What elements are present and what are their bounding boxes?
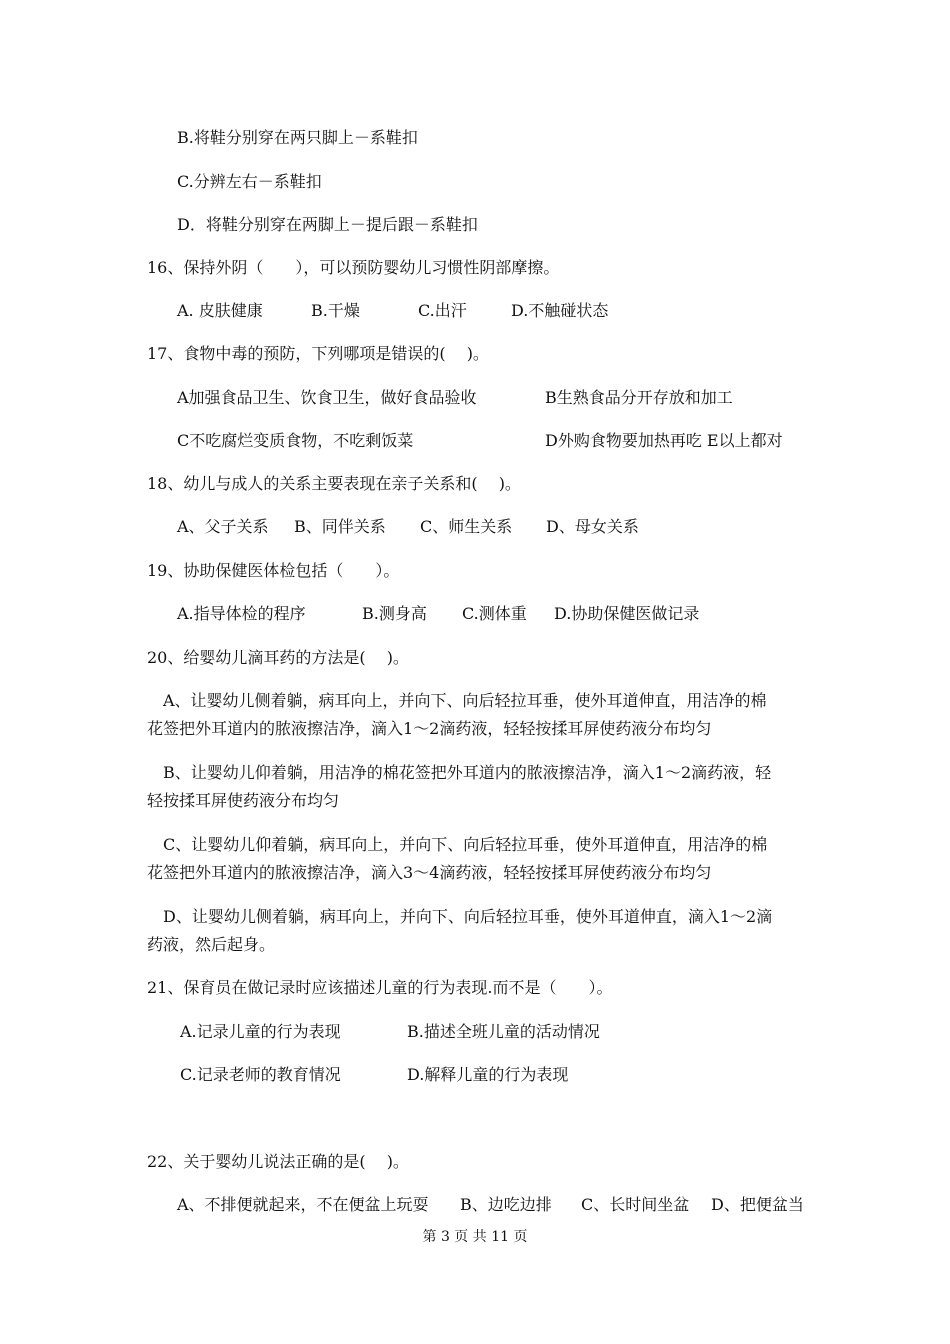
page-footer: 第 3 页 共 11 页: [422, 1229, 528, 1245]
q19-option: C.测体重: [462, 604, 527, 623]
q17-option: C不吃腐烂变质食物，不吃剩饭菜: [177, 431, 414, 450]
q15-option-c: C.分辨左右－系鞋扣: [177, 172, 322, 191]
q22-option: D、把便盆当: [711, 1195, 804, 1214]
q21-stem: 21、保育员在做记录时应该描述儿童的行为表现.而不是（ ）。: [147, 978, 613, 997]
q19-option: D.协助保健医做记录: [554, 604, 700, 623]
q18-option: D、母女关系: [546, 517, 639, 536]
q20-option-d-line1: D、让婴幼儿侧着躺，病耳向上，并向下、向后轻拉耳垂，使外耳道伸直，滴入1～2滴: [147, 907, 773, 926]
q20-option-b-line2: 轻按揉耳屏使药液分布均匀: [147, 791, 340, 810]
q16-stem: 16、保持外阴（ ），可以预防婴幼儿习惯性阴部摩擦。: [147, 258, 560, 277]
q20-stem: 20、给婴幼儿滴耳药的方法是( )。: [147, 648, 409, 667]
q21-option: A.记录儿童的行为表现: [180, 1022, 341, 1041]
q21-option: D.解释儿童的行为表现: [407, 1065, 569, 1084]
q21-option: C.记录老师的教育情况: [180, 1065, 341, 1084]
q18-option: B、同伴关系: [294, 517, 386, 536]
q17-option: B生熟食品分开存放和加工: [545, 388, 733, 407]
q17-option: D外购食物要加热再吃 E以上都对: [545, 431, 783, 450]
q18-option: A、父子关系: [177, 517, 269, 536]
q20-option-c-line1: C、让婴幼儿仰着躺，病耳向上，并向下、向后轻拉耳垂，使外耳道伸直，用洁净的棉: [147, 835, 768, 854]
q20-option-b-line1: B、让婴幼儿仰着躺，用洁净的棉花签把外耳道内的脓液擦洁净，滴入1～2滴药液，轻: [147, 763, 772, 782]
q16-option: C.出汗: [418, 301, 467, 320]
q17-stem: 17、食物中毒的预防，下列哪项是错误的( )。: [147, 344, 489, 363]
q16-option: B.干燥: [311, 301, 360, 320]
q21-option: B.描述全班儿童的活动情况: [407, 1022, 600, 1041]
q17-option: A加强食品卫生、饮食卫生，做好食品验收: [177, 388, 477, 407]
q20-option-a-line2: 花签把外耳道内的脓液擦洁净，滴入1～2滴药液，轻轻按揉耳屏使药液分布均匀: [147, 719, 712, 738]
q16-option: A. 皮肤健康: [177, 301, 263, 320]
q16-option: D.不触碰状态: [511, 301, 609, 320]
q22-option: B、边吃边排: [460, 1195, 552, 1214]
q19-option: A.指导体检的程序: [177, 604, 306, 623]
q18-option: C、师生关系: [420, 517, 513, 536]
q20-option-d-line2: 药液，然后起身。: [147, 935, 276, 954]
q15-option-b: B.将鞋分别穿在两只脚上－系鞋扣: [177, 128, 418, 147]
q18-stem: 18、幼儿与成人的关系主要表现在亲子关系和( )。: [147, 474, 521, 493]
q20-option-c-line2: 花签把外耳道内的脓液擦洁净，滴入3～4滴药液，轻轻按揉耳屏使药液分布均匀: [147, 863, 712, 882]
q22-option: C、长时间坐盆: [581, 1195, 690, 1214]
q15-option-d: D．将鞋分别穿在两脚上－提后跟－系鞋扣: [177, 215, 478, 234]
q20-option-a-line1: A、让婴幼儿侧着躺，病耳向上，并向下、向后轻拉耳垂，使外耳道伸直，用洁净的棉: [147, 691, 767, 710]
q22-stem: 22、关于婴幼儿说法正确的是( )。: [147, 1152, 409, 1171]
q22-option: A、不排便就起来，不在便盆上玩耍: [177, 1195, 429, 1214]
q19-option: B.测身高: [362, 604, 427, 623]
q19-stem: 19、协助保健医体检包括（ ）。: [147, 561, 400, 580]
